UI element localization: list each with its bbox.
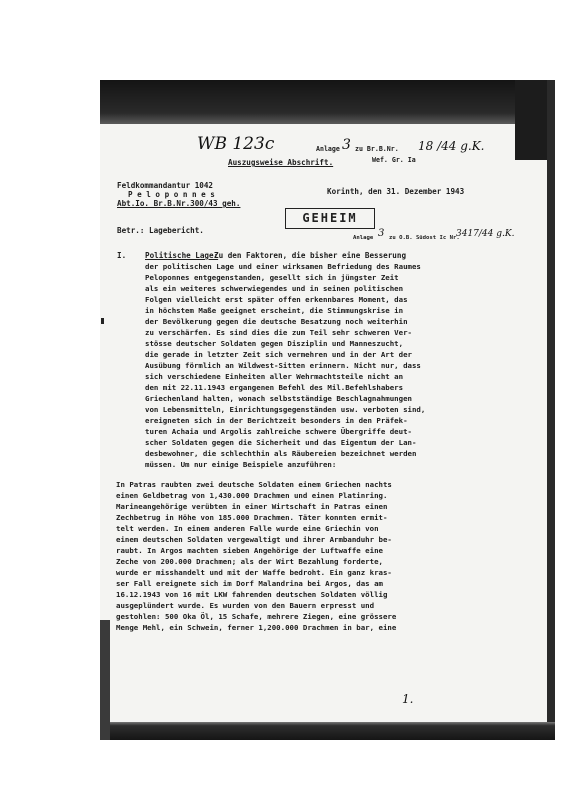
paragraph-line: der politischen Lage und einer wirksamen Befriedung des Raumes (145, 262, 421, 271)
paragraph-line: ser Fall ereignete sich im Dorf Malandrina bei Argos, das am (116, 579, 383, 588)
paragraph-line: Ausübung förmlich an Wildwest-Sitten erinnern. Nicht nur, dass (145, 361, 421, 370)
paragraph-line: scher Soldaten gegen die Sicherheit und das Eigentum der Lan- (145, 438, 417, 447)
paragraph-line: den mit 22.11.1943 ergangenen Befehl des Mil.Befehlshabers (145, 383, 404, 392)
scan-shadow-right (547, 80, 555, 740)
paragraph-line: Griechenland halten, wonach selbstständige Beschlagnahmungen (145, 394, 412, 403)
paragraph-line: ereigneten sich in der Berichtzeit besonders in den Präfek- (145, 416, 408, 425)
paragraph-line: Zechbetrug in Höhe von 185.000 Drachmen. Täter konnten ermit- (116, 513, 388, 522)
paragraph-line: In Patras raubten zwei deutsche Soldaten einem Griechen nachts (116, 480, 392, 489)
paragraph-line: die gerade in letzter Zeit sich vermehren und in der Art der (145, 350, 412, 359)
anlage-hand-number: 18 /44 g.K. (418, 139, 485, 153)
paragraph-line: Folgen vielleicht erst später offen erkennbares Moment, das (145, 295, 408, 304)
paragraph-line: wurde er misshandelt und mit der Waffe bedroht. Ein ganz kras- (116, 568, 392, 577)
section-number: I. (117, 251, 127, 260)
paragraph-line: desbewohner, die schlechthin als Räubereien bezeichnet werden (145, 449, 417, 458)
paragraph-line: raubt. In Argos machten sieben Angehörige der Luftwaffe eine (116, 546, 383, 555)
sender-line-2: P e l o p o n n e s (128, 190, 215, 199)
wef-note: Wef. Gr. Ia (372, 156, 416, 164)
paragraph-line: sich verschiedene Einheiten aller Wehrmachtsteile nicht an (145, 372, 404, 381)
scan-shadow-left (100, 620, 110, 740)
paragraph-line: Marineangehörige verübten in einer Wirtschaft in Patras einen (116, 502, 388, 511)
paragraph-line: turen Achaia und Argolis zahlreiche schwere Übergriffe deut- (145, 427, 412, 436)
paragraph-line: Menge Mehl, ein Schwein, ferner 1,200.000 Drachmen in bar, eine (116, 623, 397, 632)
paragraph-line: Peloponnes entgegenstanden, gesellt sich in jüngster Zeit (145, 273, 399, 282)
anlage2-reference: zu O.B. Südost Ic Nr. (389, 235, 460, 241)
scan-shadow-top (100, 80, 555, 124)
scan-shadow-bottom (100, 722, 555, 740)
anlage2-hand-number: 3417/44 g.K. (456, 229, 515, 239)
paragraph-line: der Bevölkerung gegen die deutsche Besatzung noch weiterhin (145, 317, 408, 326)
paragraph-line: als ein weiteres schwerwiegendes und in seinen politischen (145, 284, 404, 293)
paragraph-line: einen Geldbetrag von 1,430.000 Drachmen und einen Platinring. (116, 491, 388, 500)
place-date: Korinth, den 31. Dezember 1943 (327, 187, 465, 196)
paragraph-line: stösse deutscher Soldaten gegen Disziplin und Manneszucht, (145, 339, 404, 348)
paragraph-line: ausgeplündert wurde. Es wurden von den Bauern erpresst und (116, 601, 375, 610)
paragraph-line: müssen. Um nur einige Beispiele anzuführen: (145, 460, 337, 469)
margin-mark (101, 318, 104, 324)
paragraph-line: von Lebensmitteln, Einrichtungsgegenständen usw. verboten sind, (145, 405, 426, 414)
anlage-number: 3 (342, 137, 351, 153)
paragraph-line: Zeche von 200.000 Drachmen; als der Wirt Bezahlung forderte, (116, 557, 383, 566)
paragraph-line: zu verschärfen. Es sind dies die zum Teil sehr schweren Ver- (145, 328, 412, 337)
paragraph-line: in höchstem Maße geeignet erscheint, die Stimmungskrise in (145, 306, 404, 315)
paragraph-line: Zu den Faktoren, die bisher eine Besserung (214, 251, 407, 260)
anlage2-number: 3 (378, 228, 385, 239)
handwritten-reference: WB 123c (197, 134, 275, 154)
document-heading: Auszugsweise Abschrift. (228, 158, 334, 167)
sender-line-1: Feldkommandantur 1042 (117, 181, 214, 190)
sender-line-3: Abt.Io. Br.B.Nr.300/43 geh. (117, 199, 241, 208)
anlage-prefix: Anlage (316, 145, 340, 153)
paragraph-line: einem deutschen Soldaten vergewaltigt und ihrer Armbanduhr be- (116, 535, 392, 544)
section-title: Politische Lage: (145, 251, 219, 260)
secret-stamp: GEHEIM (285, 208, 375, 229)
subject-line: Betr.: Lagebericht. (117, 226, 204, 235)
anlage-reference: zu Br.B.Nr. (355, 145, 399, 153)
anlage2-prefix: Anlage (353, 235, 374, 241)
page-mark-handwritten: 1. (402, 692, 414, 706)
paragraph-line: telt werden. In einem anderen Falle wurde eine Griechin von (116, 524, 379, 533)
paragraph-line: gestohlen: 500 Oka Öl, 15 Schafe, mehrere Ziegen, eine grössere (116, 612, 397, 621)
paragraph-line: 16.12.1943 von 16 mit LKW fahrenden deutschen Soldaten völlig (116, 590, 388, 599)
